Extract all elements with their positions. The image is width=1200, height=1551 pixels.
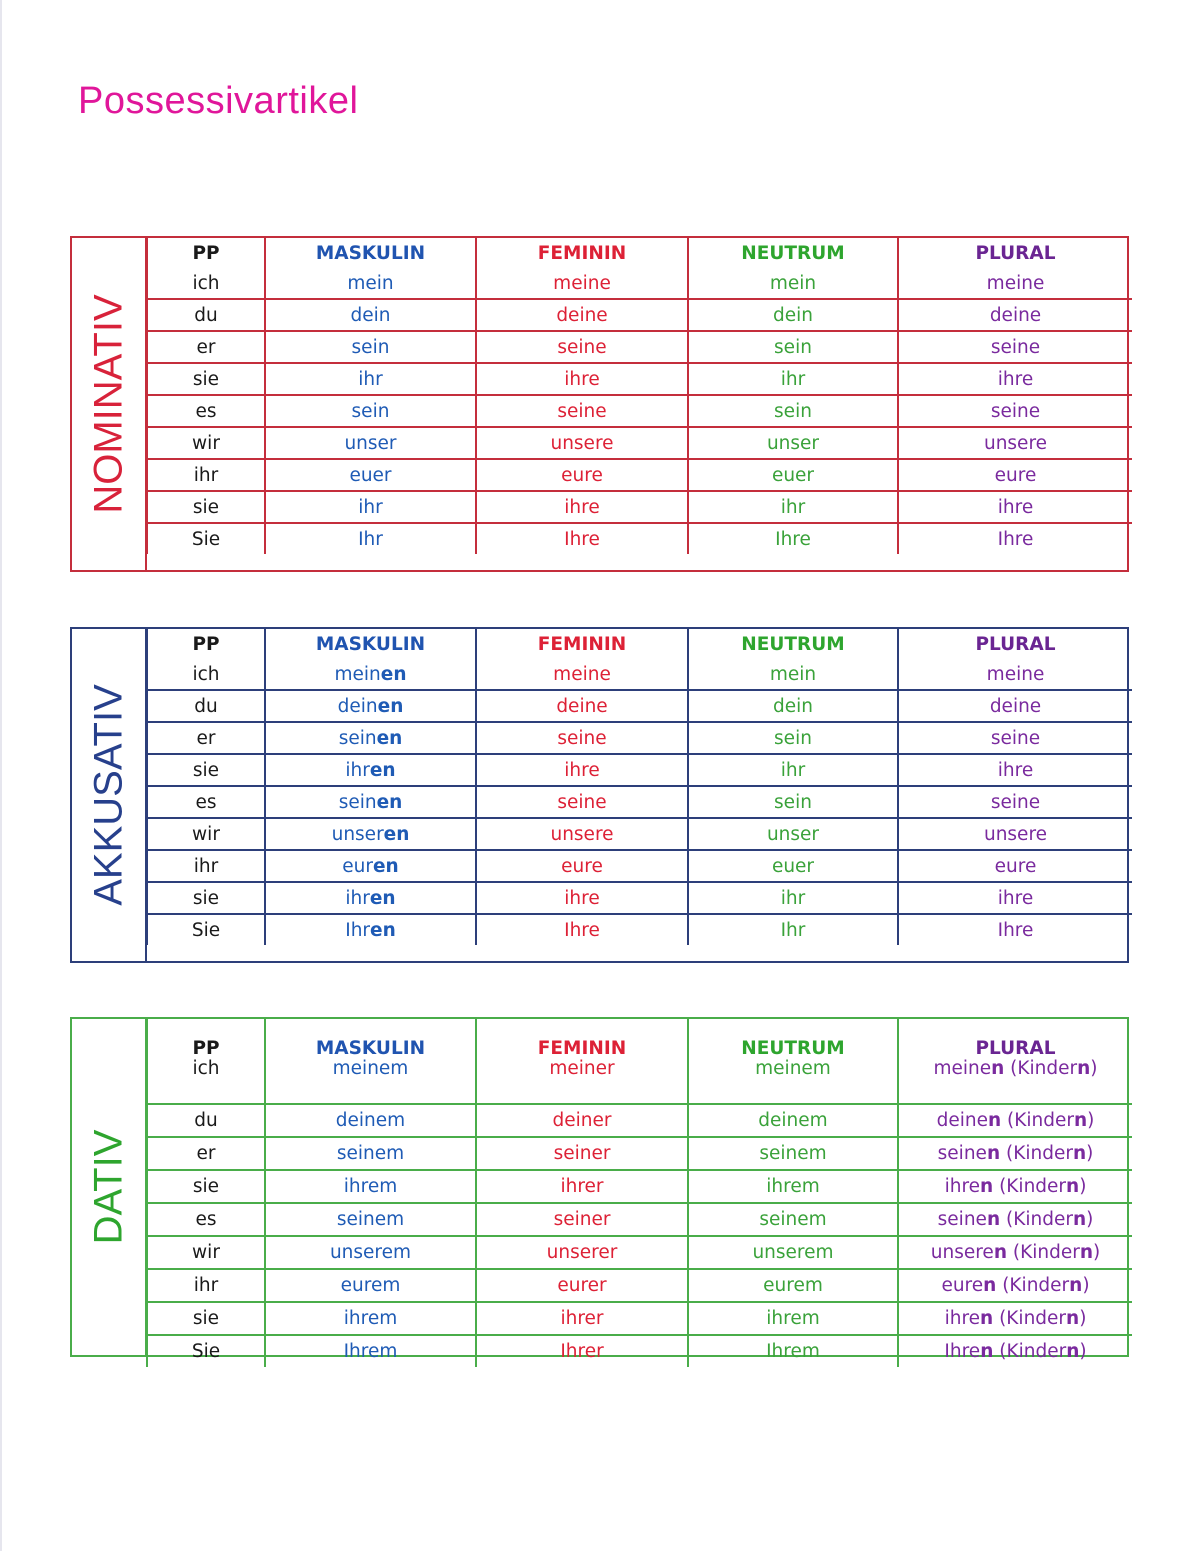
cell-feminin: Ihre [476,914,688,945]
cell-maskulin: deinen [265,690,476,722]
cell-plural: ihre [898,363,1132,395]
dativ-case-label [72,1019,147,1355]
header-maskulin: MASKULIN [315,1038,426,1059]
cell-plural [898,1302,1132,1335]
table-row [147,427,1132,459]
cell-plural: eure [898,459,1132,491]
akkusativ-table [146,629,1132,945]
ending-n: n [1066,1176,1080,1197]
cell-neutrum: mein [688,659,898,690]
cell-plural [898,1203,1132,1236]
cell-neutrum: dein [688,690,898,722]
cell-feminin: seine [476,331,688,363]
dativ-body [147,1019,1132,1367]
header-feminin: FEMININ [537,1038,627,1059]
cell-neutrum: ihr [688,882,898,914]
plural-value: seinen (Kindern) [937,1209,1094,1230]
cell-neutrum: deinem [688,1104,898,1137]
cell-plural: Ihre [898,914,1132,945]
nominativ-section [70,236,1129,572]
cell-feminin: ihre [476,882,688,914]
cell-feminin: seiner [476,1203,688,1236]
cell-maskulin: Ihren [265,914,476,945]
cell-pp: du [147,690,265,722]
cell-neutrum: unserem [688,1236,898,1269]
ending-en: en [376,727,403,749]
cell-maskulin: seinen [265,722,476,754]
cell-plural: ihre [898,882,1132,914]
nominativ-body [147,268,1132,554]
cell-feminin: seine [476,395,688,427]
cell-neutrum: eurem [688,1269,898,1302]
ending-en: en [370,919,396,941]
cell-feminin: ihrer [476,1170,688,1203]
cell-pp: es [147,395,265,427]
cell-pp: ich [147,268,265,299]
page-edge [0,0,2,1551]
cell-feminin: unsere [476,818,688,850]
cell-plural: meine [898,659,1132,690]
cell-feminin: ihre [476,363,688,395]
cell-maskulin [265,1019,476,1104]
cell-feminin: meine [476,659,688,690]
value-plural [899,1059,1132,1079]
ending-n: n [1066,1341,1080,1362]
cell-maskulin: seinem [265,1137,476,1170]
cell-plural: seine [898,722,1132,754]
cell-pp: es [147,786,265,818]
value-maskulin: meinem [332,1058,409,1079]
cell-plural: deine [898,299,1132,331]
cell-neutrum: ihrem [688,1302,898,1335]
table-row [147,754,1132,786]
cell-maskulin: ihren [265,754,476,786]
cell-feminin: deine [476,299,688,331]
table-row [147,690,1132,722]
table-row [147,395,1132,427]
ending-en: en [380,663,407,685]
plural-value: euren (Kindern) [941,1275,1090,1296]
dativ-table [146,1019,1132,1367]
cell-plural [898,1019,1132,1104]
cell-maskulin: seinen [265,786,476,818]
ending-en: en [373,855,399,877]
ending-n: n [986,1143,1001,1164]
cell-feminin: ihrer [476,1302,688,1335]
header-neutrum: NEUTRUM [741,1038,845,1059]
cell-neutrum: unser [688,427,898,459]
cell-pp: sie [147,1170,265,1203]
ending-n: n [987,1110,1002,1131]
ending-en: en [376,791,403,813]
cell-pp: sie [147,754,265,786]
akkusativ-section [70,627,1129,963]
cell-neutrum: Ihr [688,914,898,945]
table-row [147,1137,1132,1170]
cell-neutrum: ihr [688,754,898,786]
cell-feminin: unserer [476,1236,688,1269]
ending-n: n [991,1058,1005,1079]
cell-pp: ihr [147,1269,265,1302]
plural-value: seinen (Kindern) [937,1143,1094,1164]
cell-pp: sie [147,882,265,914]
table-row [147,523,1132,554]
cell-maskulin: deinem [265,1104,476,1137]
ending-n: n [1079,1242,1093,1263]
table-row [147,491,1132,523]
header-maskulin: MASKULIN [265,238,476,268]
cell-pp: du [147,1104,265,1137]
cell-plural: meine [898,268,1132,299]
cell-maskulin: Ihrem [265,1335,476,1367]
cell-neutrum: Ihre [688,523,898,554]
header-neutrum: NEUTRUM [688,238,898,268]
cell-feminin: meine [476,268,688,299]
table-row [147,1335,1132,1367]
cell-neutrum: ihrem [688,1170,898,1203]
cell-plural [898,1335,1132,1367]
table-row [147,459,1132,491]
header-maskulin: MASKULIN [265,629,476,659]
cell-neutrum: seinem [688,1203,898,1236]
akkusativ-label-text: AKKUSATIV [86,684,130,906]
cell-maskulin: seinem [265,1203,476,1236]
cell-neutrum: unser [688,818,898,850]
cell-pp: wir [147,818,265,850]
cell-feminin: deiner [476,1104,688,1137]
ending-n: n [1072,1143,1087,1164]
table-row [147,1269,1132,1302]
cell-neutrum: ihr [688,491,898,523]
table-row [147,1104,1132,1137]
ending-en: en [369,887,396,909]
nominativ-case-label [72,238,147,570]
cell-plural: ihre [898,491,1132,523]
cell-neutrum: sein [688,722,898,754]
cell-pp: er [147,722,265,754]
table-row [147,818,1132,850]
cell-maskulin: mein [265,268,476,299]
cell-plural [898,1137,1132,1170]
cell-pp: ihr [147,459,265,491]
header-plural: PLURAL [898,629,1132,659]
table-row [147,659,1132,690]
table-row [147,1170,1132,1203]
plural-value: meinen (Kindern) [933,1058,1098,1079]
value-neutrum: meinem [755,1058,831,1079]
dativ-section [70,1017,1129,1362]
cell-feminin: Ihrer [476,1335,688,1367]
cell-neutrum: sein [688,786,898,818]
cell-neutrum: sein [688,331,898,363]
nominativ-table [146,238,1132,554]
cell-feminin: eure [476,459,688,491]
cell-plural [898,1236,1132,1269]
table-row [147,1203,1132,1236]
header-pp: PP [192,1038,220,1059]
nominativ-header-row [147,238,1132,268]
cell-neutrum: Ihrem [688,1335,898,1367]
page-title: Possessivartikel [78,80,359,122]
ending-n: n [1066,1308,1080,1329]
cell-pp: sie [147,491,265,523]
ending-n: n [980,1308,994,1329]
cell-feminin: eurer [476,1269,688,1302]
cell-neutrum: sein [688,395,898,427]
ending-n: n [1073,1110,1088,1131]
cell-maskulin: unseren [265,818,476,850]
header-feminin: FEMININ [476,629,688,659]
plural-value: deinen (Kindern) [936,1110,1095,1131]
cell-maskulin: unserem [265,1236,476,1269]
dativ-header-row [147,1019,1132,1104]
cell-pp: wir [147,427,265,459]
cell-feminin: eure [476,850,688,882]
cell-plural: unsere [898,818,1132,850]
header-plural: PLURAL [975,1038,1056,1059]
cell-feminin: unsere [476,427,688,459]
cell-pp: er [147,1137,265,1170]
cell-maskulin: Ihr [265,523,476,554]
cell-plural: eure [898,850,1132,882]
akkusativ-body [147,659,1132,945]
table-row [147,914,1132,945]
cell-maskulin: sein [265,395,476,427]
cell-pp: es [147,1203,265,1236]
ending-n: n [980,1341,994,1362]
ending-n: n [1069,1275,1083,1296]
cell-pp: Sie [147,1335,265,1367]
ending-en: en [377,695,404,717]
cell-pp: er [147,331,265,363]
cell-feminin: ihre [476,754,688,786]
akkusativ-case-label [72,629,147,961]
nominativ-label-text: NOMINATIV [86,294,130,514]
cell-feminin: seine [476,786,688,818]
table-row [147,722,1132,754]
cell-neutrum: ihr [688,363,898,395]
cell-maskulin: ihrem [265,1170,476,1203]
cell-plural: seine [898,331,1132,363]
cell-maskulin: ihr [265,491,476,523]
cell-maskulin: meinen [265,659,476,690]
table-row [147,1302,1132,1335]
cell-plural: seine [898,786,1132,818]
cell-maskulin: ihrem [265,1302,476,1335]
cell-pp: sie [147,363,265,395]
value-pp: ich [192,1058,220,1079]
cell-feminin: seine [476,722,688,754]
cell-maskulin: dein [265,299,476,331]
cell-plural [898,1104,1132,1137]
cell-feminin: ihre [476,491,688,523]
cell-maskulin: ihr [265,363,476,395]
cell-pp: Sie [147,914,265,945]
plural-value: Ihren (Kindern) [944,1341,1087,1362]
cell-plural: deine [898,690,1132,722]
value-feminin: meiner [549,1058,615,1079]
cell-feminin: Ihre [476,523,688,554]
plural-value: ihren (Kindern) [944,1176,1087,1197]
cell-plural: Ihre [898,523,1132,554]
cell-neutrum: euer [688,459,898,491]
cell-feminin: seiner [476,1137,688,1170]
ending-n: n [1077,1058,1091,1079]
cell-maskulin: ihren [265,882,476,914]
header-feminin: FEMININ [476,238,688,268]
header-plural: PLURAL [898,238,1132,268]
ending-n: n [1072,1209,1087,1230]
ending-n: n [993,1242,1007,1263]
akkusativ-header-row [147,629,1132,659]
table-row [147,363,1132,395]
header-neutrum: NEUTRUM [688,629,898,659]
cell-plural [898,1269,1132,1302]
cell-neutrum: dein [688,299,898,331]
cell-maskulin: euer [265,459,476,491]
table-row [147,331,1132,363]
table-row [147,268,1132,299]
ending-en: en [383,823,410,845]
ending-n: n [983,1275,997,1296]
cell-pp: Sie [147,523,265,554]
cell-feminin: deine [476,690,688,722]
cell-plural [898,1170,1132,1203]
table-row [147,882,1132,914]
cell-plural: ihre [898,754,1132,786]
cell-pp: sie [147,1302,265,1335]
cell-neutrum: seinem [688,1137,898,1170]
cell-pp [147,1019,265,1104]
header-pp: PP [147,238,265,268]
cell-maskulin: unser [265,427,476,459]
ending-n: n [986,1209,1001,1230]
dativ-label-text: DATIV [86,1129,130,1245]
table-row [147,786,1132,818]
plural-value: unseren (Kindern) [930,1242,1101,1263]
header-pp: PP [147,629,265,659]
cell-pp: wir [147,1236,265,1269]
cell-neutrum [688,1019,898,1104]
table-row [147,299,1132,331]
table-row [147,1236,1132,1269]
cell-neutrum: mein [688,268,898,299]
cell-maskulin: euren [265,850,476,882]
cell-maskulin: sein [265,331,476,363]
cell-maskulin: eurem [265,1269,476,1302]
ending-n: n [980,1176,994,1197]
cell-pp: du [147,299,265,331]
cell-plural: unsere [898,427,1132,459]
cell-pp: ich [147,659,265,690]
cell-neutrum: euer [688,850,898,882]
cell-plural: seine [898,395,1132,427]
cell-feminin [476,1019,688,1104]
plural-value: ihren (Kindern) [944,1308,1087,1329]
cell-pp: ihr [147,850,265,882]
ending-en: en [369,759,396,781]
table-row [147,850,1132,882]
